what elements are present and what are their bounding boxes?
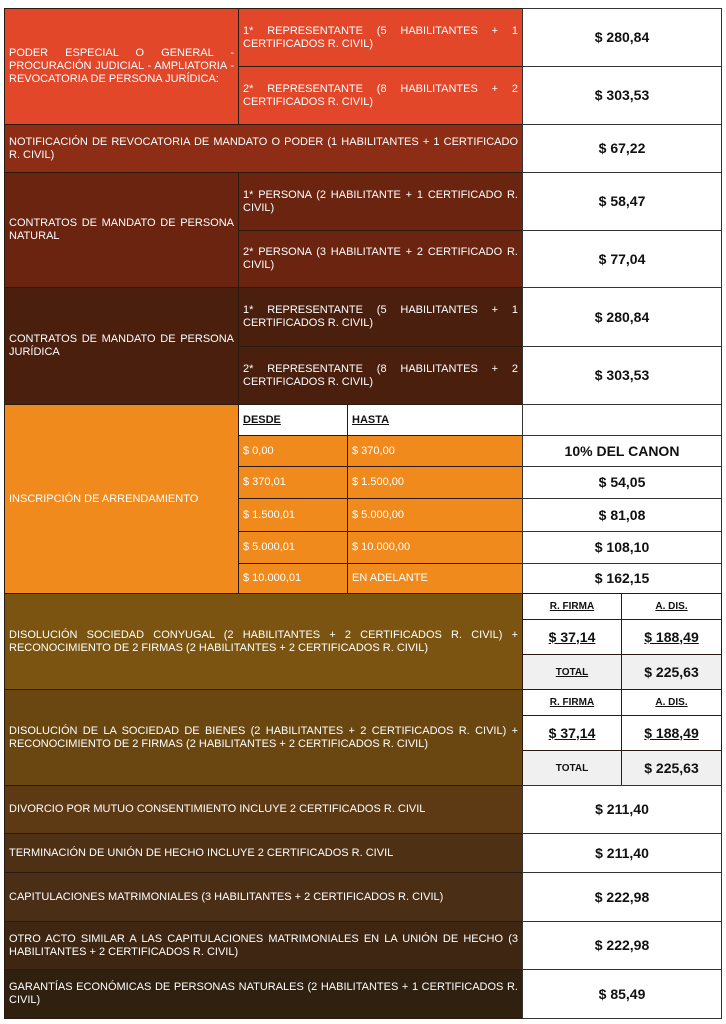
mandato-juridica-r1: 1* REPRESENTANTE (5 HABILITANTES + 1 CERTIFICADOS R. CIVIL) [238, 287, 523, 347]
mandato-natural-p2: 2* PERSONA (3 HABILITANTE + 2 CERTIFICADO R. CIVIL) [238, 230, 523, 288]
bienes-adis-header: A. DIS. [621, 689, 722, 716]
range-price: $ 108,10 [522, 531, 722, 564]
range-desde: $ 1.500,01 [238, 498, 348, 532]
conyugal-rfirma-header: R. FIRMA [522, 593, 622, 620]
range-desde: $ 5.000,01 [238, 531, 348, 564]
desde-header: DESDE [238, 404, 348, 436]
disolucion-bienes-label: DISOLUCIÓN DE LA SOCIEDAD DE BIENES (2 HABILITANTES + 2 CERTIFICADOS R. CIVIL) + RECONOCIMIENTO DE 2 FIRMAS (2 HABILITANTES + 2 CERTIFICADOS R. CIVIL) [4, 689, 523, 786]
mandato-natural-p2-price: $ 77,04 [522, 230, 722, 288]
bienes-rfirma-value: $ 37,14 [522, 715, 622, 751]
mandato-juridica-r2-price: $ 303,53 [522, 346, 722, 405]
bienes-total-value: $ 225,63 [621, 750, 722, 786]
arrendamiento-header-blank [522, 404, 722, 436]
poder-rep2: 2* REPRESENTANTE (8 HABILITANTES + 2 CERTIFICADOS R. CIVIL) [238, 66, 523, 125]
range-desde: $ 370,01 [238, 466, 348, 499]
range-price: $ 81,08 [522, 498, 722, 532]
garantias-label: GARANTÍAS ECONÓMICAS DE PERSONAS NATURALES (2 HABILITANTES + 1 CERTIFICADOS R. CIVIL) [4, 969, 523, 1019]
conyugal-rfirma-value: $ 37,14 [522, 619, 622, 655]
otro-acto-price: $ 222,98 [522, 921, 722, 970]
capitulaciones-label: CAPITULACIONES MATRIMONIALES (3 HABILITANTES + 2 CERTIFICADOS R. CIVIL) [4, 872, 523, 922]
conyugal-total-label: TOTAL [522, 654, 622, 690]
range-hasta: $ 1.500,00 [347, 466, 523, 499]
otro-acto-label: OTRO ACTO SIMILAR A LAS CAPITULACIONES MATRIMONIALES EN LA UNIÓN DE HECHO (3 HABILITANTES + 2 CERTIFICADOS R. CIVIL) [4, 921, 523, 970]
bienes-total-label: TOTAL [522, 750, 622, 786]
poder-label: PODER ESPECIAL O GENERAL - PROCURACIÓN JUDICIAL - AMPLIATORIA - REVOCATORIA DE PERSONA JURÍDICA: [4, 8, 239, 125]
mandato-juridica-label: CONTRATOS DE MANDATO DE PERSONA JURÍDICA [4, 287, 239, 405]
poder-rep1: 1* REPRESENTANTE (5 HABILITANTES + 1 CERTIFICADOS R. CIVIL) [238, 8, 523, 67]
arrendamiento-label: INSCRIPCIÓN DE ARRENDAMIENTO [4, 404, 239, 594]
notificacion-label: NOTIFICACIÓN DE REVOCATORIA DE MANDATO O PODER (1 HABILITANTES + 1 CERTIFICADO R. CIVIL) [4, 124, 523, 173]
poder-rep1-price: $ 280,84 [522, 8, 722, 67]
garantias-price: $ 85,49 [522, 969, 722, 1019]
hasta-header: HASTA [347, 404, 523, 436]
conyugal-total-value: $ 225,63 [621, 654, 722, 690]
conyugal-adis-value: $ 188,49 [621, 619, 722, 655]
bienes-adis-value: $ 188,49 [621, 715, 722, 751]
range-hasta: EN ADELANTE [347, 563, 523, 594]
range-desde: $ 10.000,01 [238, 563, 348, 594]
capitulaciones-price: $ 222,98 [522, 872, 722, 922]
poder-rep2-price: $ 303,53 [522, 66, 722, 125]
range-hasta: $ 10.000,00 [347, 531, 523, 564]
range-hasta: $ 370,00 [347, 435, 523, 467]
range-price: $ 162,15 [522, 563, 722, 594]
union-hecho-price: $ 211,40 [522, 833, 722, 873]
mandato-juridica-r2: 2* REPRESENTANTE (8 HABILITANTES + 2 CERTIFICADOS R. CIVIL) [238, 346, 523, 405]
disolucion-conyugal-label: DISOLUCIÓN SOCIEDAD CONYUGAL (2 HABILITANTES + 2 CERTIFICADOS R. CIVIL) + RECONOCIMIENTO DE 2 FIRMAS (2 HABILITANTES + 2 CERTIFICADOS R. CIVIL) [4, 593, 523, 690]
conyugal-adis-header: A. DIS. [621, 593, 722, 620]
divorcio-label: DIVORCIO POR MUTUO CONSENTIMIENTO INCLUYE 2 CERTIFICADOS R. CIVIL [4, 785, 523, 834]
range-price: $ 54,05 [522, 466, 722, 499]
union-hecho-label: TERMINACIÓN DE UNIÓN DE HECHO INCLUYE 2 CERTIFICADOS R. CIVIL [4, 833, 523, 873]
notificacion-price: $ 67,22 [522, 124, 722, 173]
mandato-juridica-r1-price: $ 280,84 [522, 287, 722, 347]
divorcio-price: $ 211,40 [522, 785, 722, 834]
range-price: 10% DEL CANON [522, 435, 722, 467]
mandato-natural-p1: 1* PERSONA (2 HABILITANTE + 1 CERTIFICADO R. CIVIL) [238, 172, 523, 231]
range-desde: $ 0,00 [238, 435, 348, 467]
range-hasta: $ 5.000,00 [347, 498, 523, 532]
mandato-natural-p1-price: $ 58,47 [522, 172, 722, 231]
bienes-rfirma-header: R. FIRMA [522, 689, 622, 716]
mandato-natural-label: CONTRATOS DE MANDATO DE PERSONA NATURAL [4, 172, 239, 288]
